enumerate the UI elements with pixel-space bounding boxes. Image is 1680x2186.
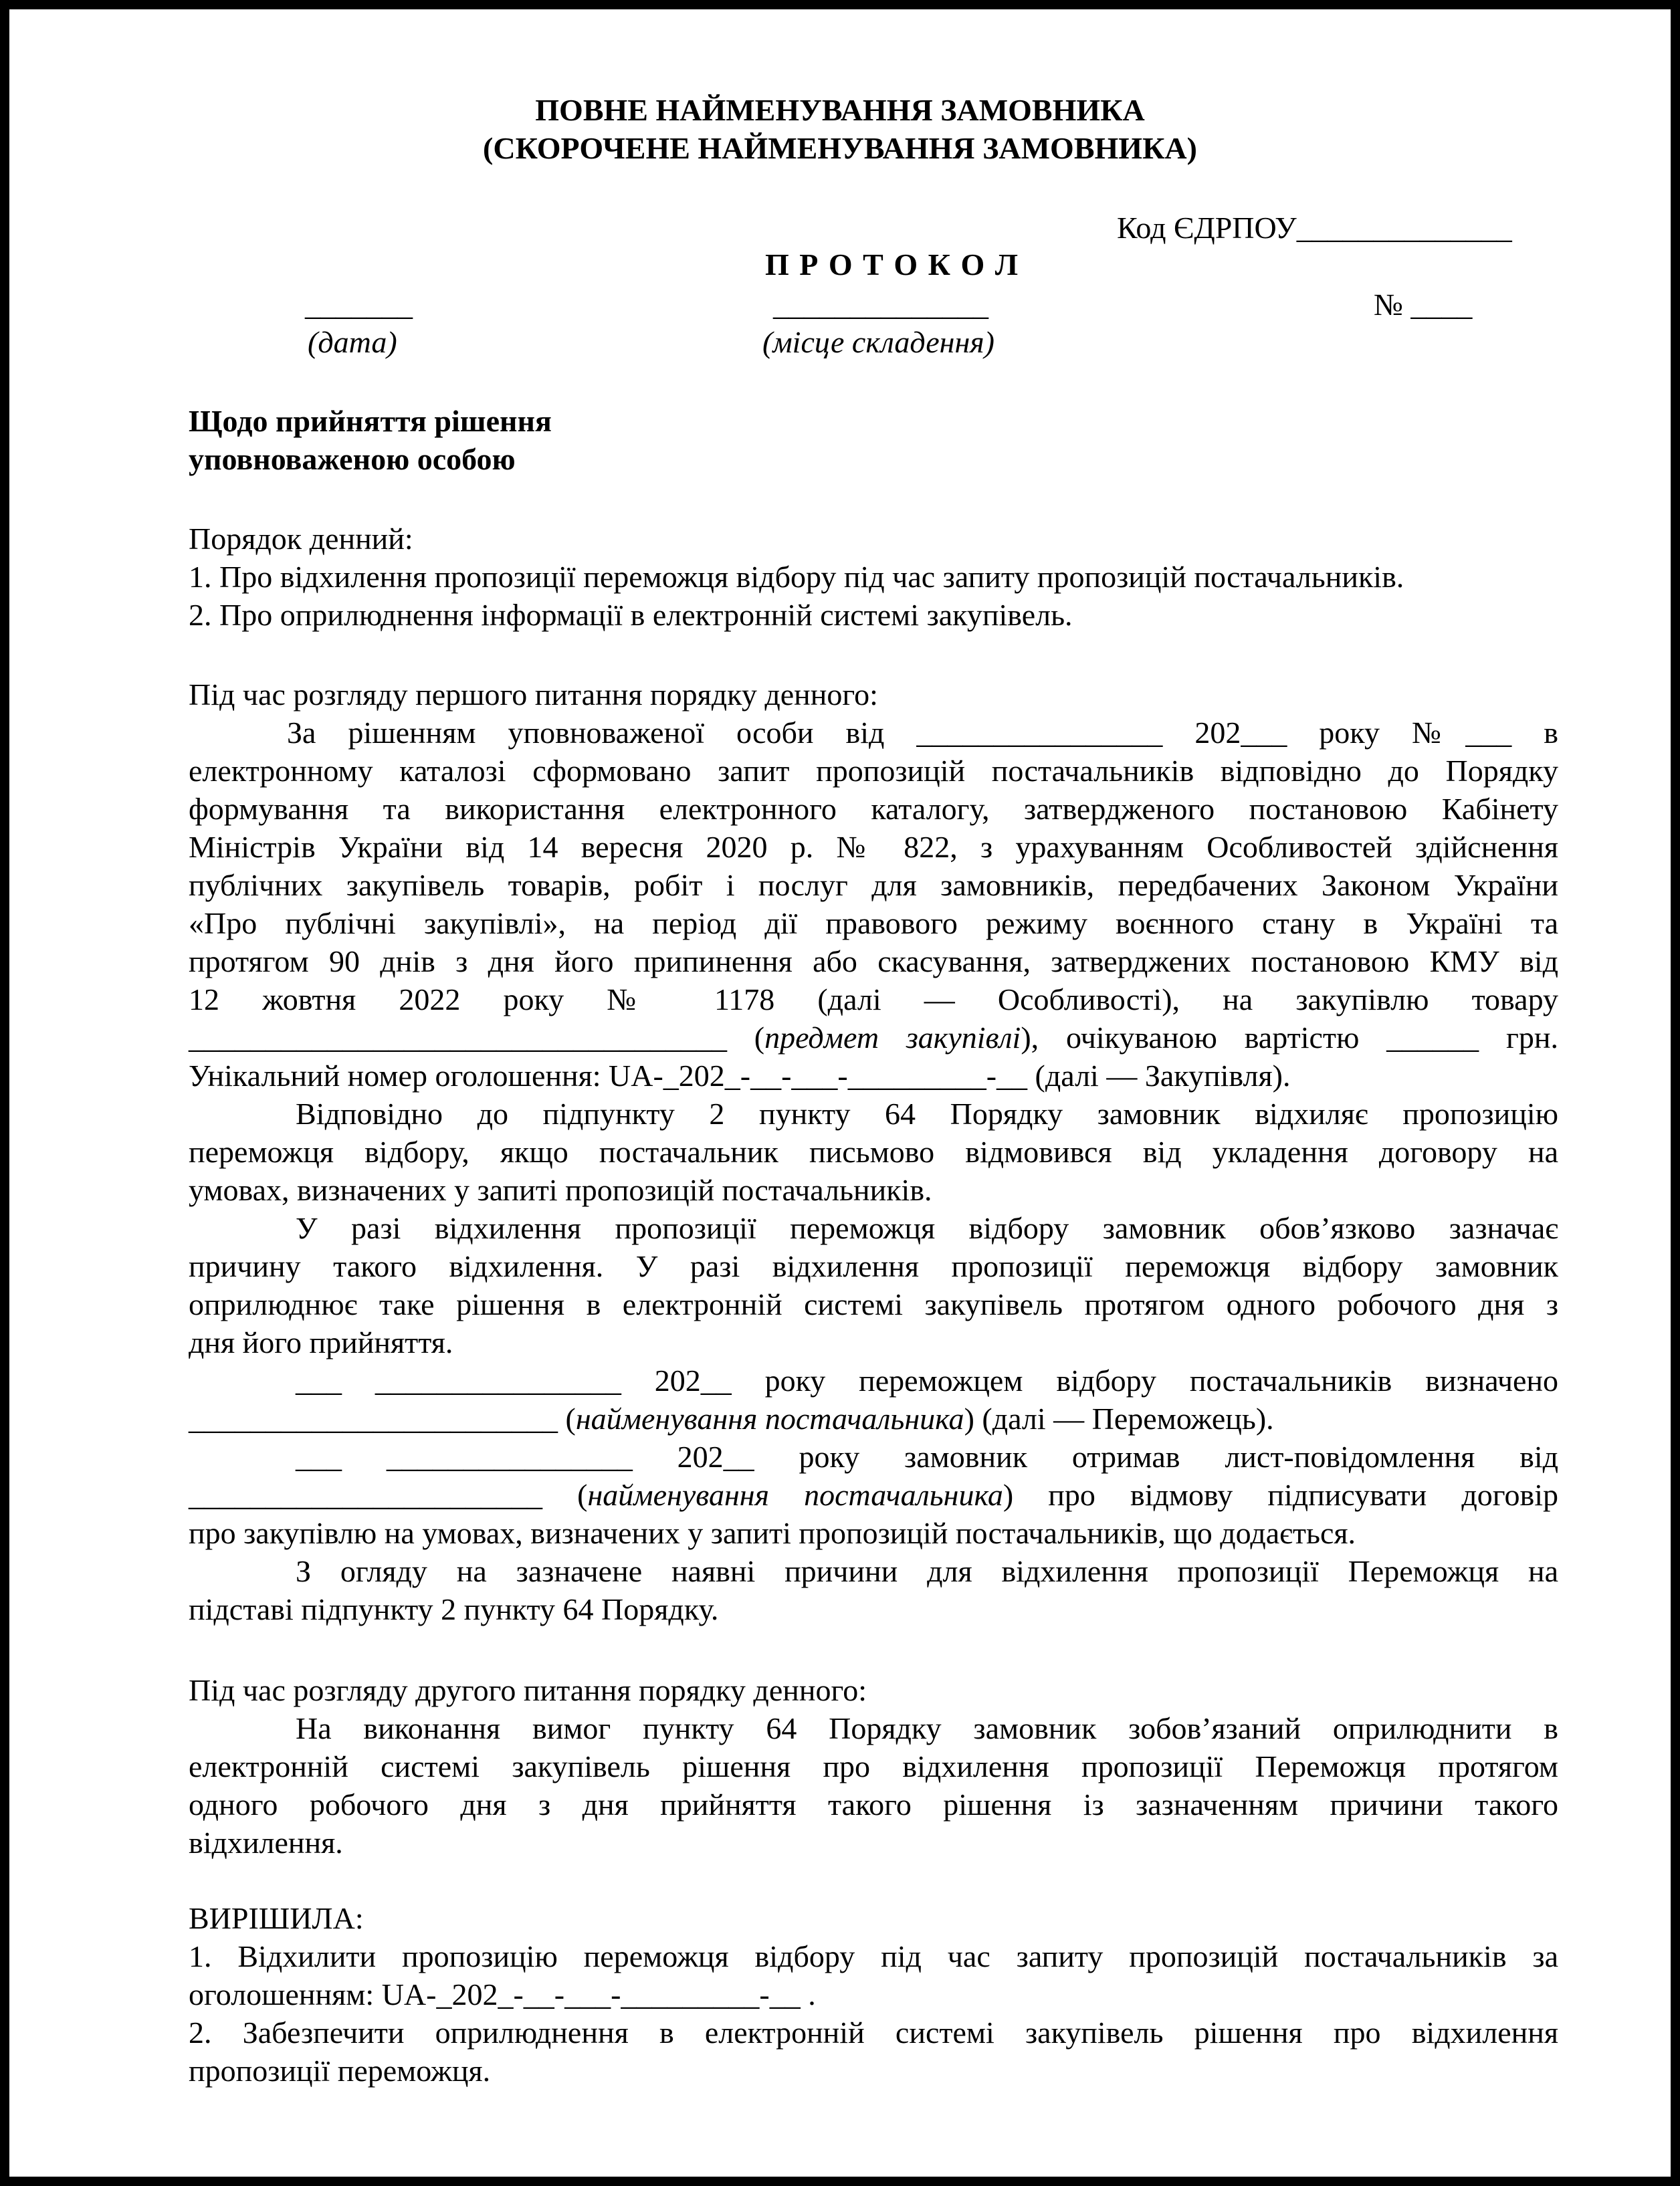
paragraph-line: 12 жовтня 2022 року № 1178 (далі — Особливості), на закупівлю товару xyxy=(189,982,1558,1016)
paragraph-line: умовах, визначених у запиті пропозицій постачальників. xyxy=(189,1173,932,1207)
second-question-heading: Під час розгляду другого питання порядку денного: xyxy=(189,1673,867,1707)
agenda-item-2: 2. Про оприлюднення інформації в електронній системі закупівель. xyxy=(189,598,1073,632)
paragraph-line: У разі відхилення пропозиції переможця відбору замовник обов’язково зазначає xyxy=(296,1211,1558,1245)
supplier-name-label: найменування постачальника xyxy=(587,1478,1003,1512)
paragraph-line: про закупівлю на умовах, визначених у запиті пропозицій постачальників, що додається. xyxy=(189,1516,1356,1550)
first-question-paragraph-6 xyxy=(189,1552,1558,1628)
paragraph-line: протягом 90 днів з дня його припинення або скасування, затверджених постановою КМУ від xyxy=(189,944,1558,978)
paragraph-line: оприлюднює таке рішення в електронній системі закупівель протягом одного робочого дня з xyxy=(189,1287,1558,1321)
first-question-paragraph-1 xyxy=(189,714,1558,1095)
agenda-item-1: 1. Про відхилення пропозиції переможця відбору під час запиту пропозицій постачальників. xyxy=(189,560,1404,594)
subject-line-2: уповноваженою особою xyxy=(189,442,516,476)
paragraph-line: 1. Відхилити пропозицію переможця відбору під час запиту пропозицій постачальників за xyxy=(189,1939,1558,1973)
date-blank: _______ xyxy=(305,288,413,322)
decision-item-1 xyxy=(189,1937,1558,2013)
paragraph-line: На виконання вимог пункту 64 Порядку замовник зобов’язаний оприлюднити в xyxy=(296,1711,1558,1745)
protocol-number: № ____ xyxy=(1374,288,1473,322)
paragraph-line: формування та використання електронного каталогу, затвердженого постановою Кабінету xyxy=(189,792,1558,826)
title-line-1: ПОВНЕ НАЙМЕНУВАННЯ ЗАМОВНИКА xyxy=(535,93,1145,127)
paragraph-line: ___________________________________ (предмет закупівлі), очікуваною вартістю ______ грн. xyxy=(189,1020,1558,1055)
date-label: (дата) xyxy=(308,325,397,359)
first-question-paragraph-2 xyxy=(189,1095,1558,1209)
paragraph-line: Міністрів України від 14 вересня 2020 р. № 822, з урахуванням Особливостей здійснення xyxy=(189,830,1558,864)
place-label: (місце складення) xyxy=(762,325,994,359)
first-question-heading: Під час розгляду першого питання порядку денного: xyxy=(189,677,878,712)
paragraph-line: відхилення. xyxy=(189,1826,343,1860)
decision-item-2 xyxy=(189,2013,1558,2090)
paragraph-line: дня його прийняття. xyxy=(189,1325,453,1359)
paragraph-line: публічних закупівель товарів, робіт і послуг для замовників, передбачених Законом України xyxy=(189,868,1558,902)
subject-of-procurement-label: предмет закупівлі xyxy=(764,1020,1021,1055)
second-question-paragraph xyxy=(189,1709,1558,1862)
paragraph-line: ___ ________________ 202__ року замовник отримав лист-повідомлення від xyxy=(296,1440,1558,1474)
paragraph-line: ___ ________________ 202__ року переможцем відбору постачальників визначено xyxy=(296,1363,1558,1398)
paragraph-line: пропозиції переможця. xyxy=(189,2054,491,2088)
first-question-paragraph-3 xyxy=(189,1209,1558,1361)
paragraph-line: Відповідно до підпункту 2 пункту 64 Порядку замовник відхиляє пропозицію xyxy=(296,1097,1558,1131)
paragraph-line: Унікальний номер оголошення: UA-_202_-__-___-_________-__ (далі — Закупівля). xyxy=(189,1059,1291,1093)
paragraph-line: електронному каталозі сформовано запит пропозицій постачальників відповідно до Порядку xyxy=(189,754,1558,788)
decision-heading: ВИРІШИЛА: xyxy=(189,1901,364,1935)
paragraph-line: переможця відбору, якщо постачальник письмово відмовився від укладення договору на xyxy=(189,1135,1558,1169)
paragraph-line: електронній системі закупівель рішення про відхилення пропозиції Переможця протягом xyxy=(189,1749,1558,1783)
paragraph-line: _______________________ (найменування постачальника) про відмову підписувати договір xyxy=(189,1478,1558,1512)
paragraph-line: оголошенням: UA-_202_-__-___-_________-__ . xyxy=(189,1977,816,2011)
paragraph-line: За рішенням уповноваженої особи від ________________ 202___ року №___ в xyxy=(287,716,1558,750)
paragraph-line: «Про публічні закупівлі», на період дії правового режиму воєнного стану в Україні та xyxy=(189,906,1558,940)
paragraph-line: причину такого відхилення. У разі відхилення пропозиції переможця відбору замовник xyxy=(189,1249,1558,1283)
paragraph-line: підставі підпункту 2 пункту 64 Порядку. xyxy=(189,1592,719,1626)
first-question-paragraph-4 xyxy=(189,1361,1558,1438)
paragraph-line: 2. Забезпечити оприлюднення в електронній системі закупівель рішення про відхилення xyxy=(189,2015,1558,2050)
title-line-2: (СКОРОЧЕНЕ НАЙМЕНУВАННЯ ЗАМОВНИКА) xyxy=(483,131,1197,165)
protocol-title: П Р О Т О К О Л xyxy=(764,247,1020,282)
paragraph-line: З огляду на зазначене наявні причини для відхилення пропозиції Переможця на xyxy=(296,1554,1558,1588)
paragraph-line: ________________________ (найменування постачальника) (далі — Переможець). xyxy=(189,1402,1274,1436)
edrpou-code: Код ЄДРПОУ______________ xyxy=(1117,211,1512,245)
agenda-heading: Порядок денний: xyxy=(189,522,413,556)
supplier-name-label: найменування постачальника xyxy=(575,1402,964,1436)
first-question-paragraph-5 xyxy=(189,1438,1558,1552)
paragraph-line: одного робочого дня з дня прийняття такого рішення із зазначенням причини такого xyxy=(189,1787,1558,1822)
place-blank: ______________ xyxy=(773,288,988,322)
subject-line-1: Щодо прийняття рішення xyxy=(189,404,552,438)
